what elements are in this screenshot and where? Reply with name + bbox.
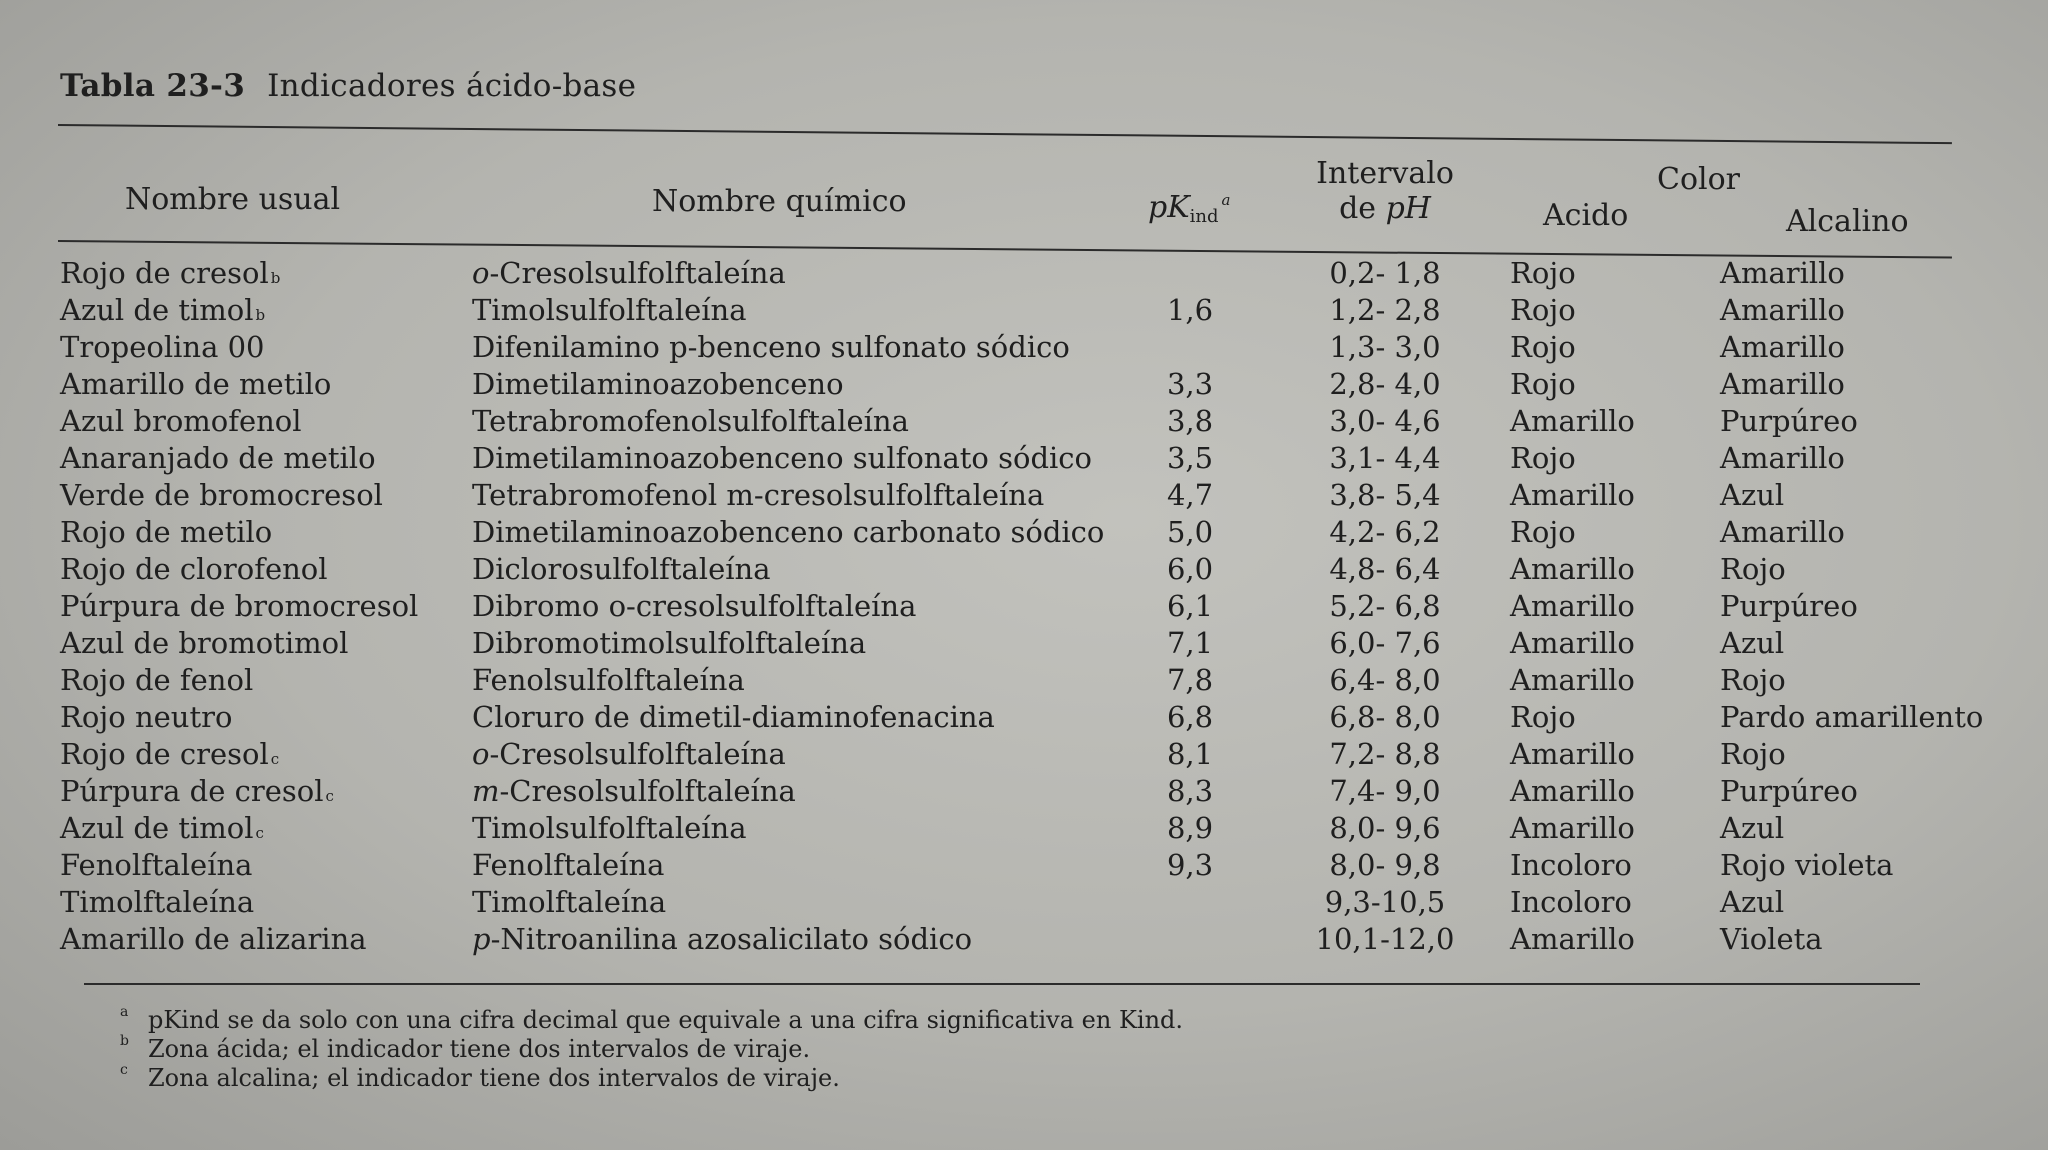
cell-pk: 3,3 [1166,367,1214,401]
cell-ph-range: 5,2- 6,8 [1329,589,1441,623]
cell-common-name: Azul de bromotimol [60,626,349,660]
cell-ph-range: 7,2- 8,8 [1329,737,1441,771]
cell-alkaline-color: Violeta [1720,922,1823,956]
cell-chemical-name: Dimetilaminoazobenceno carbonato sódico [472,515,1105,549]
cell-ph-range: 6,8- 8,0 [1329,700,1441,734]
cell-chemical-name: Tetrabromofenol m-cresolsulfolftaleína [472,478,1045,512]
top-rule [58,124,1952,144]
cell-chemical-name: Fenolftaleína [472,848,665,882]
cell-acid-color: Rojo [1510,441,1576,475]
cell-alkaline-color: Azul [1720,811,1785,845]
cell-chemical-name: p-Nitroanilina azosalicilato sódico [472,922,973,956]
cell-chemical-name: o-Cresolsulfolftaleína [472,737,786,771]
cell-alkaline-color: Azul [1720,478,1785,512]
cell-ph-range: 7,4- 9,0 [1329,774,1441,808]
cell-pk: 6,0 [1166,552,1214,586]
footnote [120,1006,1183,1035]
header-interval: Intervalo de pH [1316,156,1454,226]
header-pk: pKind$^a$ [1148,190,1231,227]
cell-acid-color: Amarillo [1510,589,1635,623]
table-row [0,256,2048,293]
cell-ph-range: 3,8- 5,4 [1329,478,1441,512]
cell-common-name: Amarillo de metilo [60,367,332,401]
cell-ph-range: 6,4- 8,0 [1329,663,1441,697]
table-row [0,663,2048,700]
cell-chemical-name: m-Cresolsulfolftaleína [472,774,796,808]
cell-chemical-name: Dimetilaminoazobenceno sulfonato sódico [472,441,1092,475]
table-row [0,922,2048,959]
cell-pk: 1,6 [1166,293,1214,327]
table-row [0,441,2048,478]
cell-chemical-name: Timolsulfolftaleína [472,811,747,845]
table-row [0,774,2048,811]
cell-acid-color: Amarillo [1510,811,1635,845]
bottom-rule [84,983,1920,985]
cell-common-name: Rojo de cresol c [60,737,280,771]
footnote-marker: a [120,1004,129,1020]
cell-common-name: Tropeolina 00 [60,330,265,364]
cell-ph-range: 3,1- 4,4 [1329,441,1441,475]
cell-ph-range: 1,3- 3,0 [1329,330,1441,364]
cell-alkaline-color: Rojo violeta [1720,848,1894,882]
cell-chemical-name: Difenilamino p-benceno sulfonato sódico [472,330,1070,364]
cell-common-name: Púrpura de cresol c [60,774,334,808]
footnotes [120,1006,1183,1093]
footnote-marker: b [270,269,281,287]
header-alkaline: Alcalino [1786,204,1909,239]
cell-acid-color: Rojo [1510,256,1576,290]
table-row [0,367,2048,404]
cell-alkaline-color: Azul [1720,626,1785,660]
cell-ph-range: 2,8- 4,0 [1329,367,1441,401]
cell-acid-color: Rojo [1510,700,1576,734]
cell-chemical-name: Timolftaleína [472,885,667,919]
table-row [0,478,2048,515]
cell-pk: 9,3 [1166,848,1214,882]
cell-common-name: Azul bromofenol [60,404,302,438]
table-row [0,885,2048,922]
cell-acid-color: Rojo [1510,293,1576,327]
cell-alkaline-color: Amarillo [1720,330,1845,364]
cell-common-name: Rojo de fenol [60,663,254,697]
cell-chemical-name: Timolsulfolftaleína [472,293,747,327]
cell-alkaline-color: Purpúreo [1720,404,1858,438]
cell-acid-color: Rojo [1510,367,1576,401]
cell-acid-color: Amarillo [1510,552,1635,586]
header-chemical-name: Nombre químico [652,184,907,219]
footnote [120,1035,1183,1064]
cell-common-name: Rojo de clorofenol [60,552,328,586]
cell-alkaline-color: Amarillo [1720,515,1845,549]
cell-alkaline-color: Rojo [1720,552,1786,586]
cell-common-name: Verde de bromocresol [60,478,383,512]
cell-alkaline-color: Purpúreo [1720,774,1858,808]
footnote-marker: c [255,824,264,842]
cell-pk: 3,5 [1166,441,1214,475]
header-color: Color [1657,162,1741,197]
cell-ph-range: 8,0- 9,8 [1329,848,1441,882]
cell-common-name: Azul de timol c [60,811,264,845]
cell-pk: 6,8 [1166,700,1214,734]
cell-chemical-name: Tetrabromofenolsulfolftaleína [472,404,909,438]
cell-acid-color: Amarillo [1510,626,1635,660]
header-acid: Acido [1543,198,1629,233]
table-row [0,330,2048,367]
table-row [0,589,2048,626]
cell-pk: 7,1 [1166,626,1214,660]
cell-common-name: Rojo neutro [60,700,233,734]
cell-acid-color: Amarillo [1510,404,1635,438]
cell-chemical-name: Dibromotimolsulfolftaleína [472,626,867,660]
table-row [0,737,2048,774]
cell-chemical-name: Cloruro de dimetil-diaminofenacina [472,700,995,734]
footnote-marker: c [270,750,280,768]
footnote-text: Zona ácida; el indicador tiene dos intervalos de viraje. [148,1035,811,1063]
table-row [0,552,2048,589]
cell-acid-color: Amarillo [1510,663,1635,697]
cell-ph-range: 6,0- 7,6 [1329,626,1441,660]
cell-acid-color: Incoloro [1510,885,1632,919]
cell-common-name: Púrpura de bromocresol [60,589,419,623]
table-title: Indicadores ácido-base [267,68,637,104]
cell-pk: 8,1 [1166,737,1214,771]
cell-pk: 5,0 [1166,515,1214,549]
cell-common-name: Timolftaleína [60,885,255,919]
cell-chemical-name: Dimetilaminoazobenceno [472,367,844,401]
cell-alkaline-color: Purpúreo [1720,589,1858,623]
cell-pk: 4,7 [1166,478,1214,512]
table-row [0,293,2048,330]
cell-pk: 8,3 [1166,774,1214,808]
cell-ph-range: 0,2- 1,8 [1329,256,1441,290]
cell-ph-range: 3,0- 4,6 [1329,404,1441,438]
cell-ph-range: 1,2- 2,8 [1329,293,1441,327]
cell-alkaline-color: Rojo [1720,737,1786,771]
footnote-marker: c [325,787,334,805]
cell-pk: 6,1 [1166,589,1214,623]
cell-chemical-name: o-Cresolsulfolftaleína [472,256,786,290]
cell-pk: 8,9 [1166,811,1214,845]
footnote [120,1064,1183,1093]
cell-common-name: Azul de timol b [60,293,266,327]
table-caption [60,68,636,104]
cell-ph-range: 8,0- 9,6 [1329,811,1441,845]
cell-alkaline-color: Amarillo [1720,256,1845,290]
cell-alkaline-color: Azul [1720,885,1785,919]
footnote-marker: b [120,1033,129,1049]
footnote-marker: c [120,1062,128,1078]
cell-acid-color: Incoloro [1510,848,1632,882]
cell-alkaline-color: Rojo [1720,663,1786,697]
cell-ph-range: 9,3-10,5 [1324,885,1446,919]
cell-acid-color: Amarillo [1510,922,1635,956]
cell-chemical-name: Fenolsulfolftaleína [472,663,745,697]
cell-pk: 7,8 [1166,663,1214,697]
table-row [0,626,2048,663]
cell-acid-color: Rojo [1510,330,1576,364]
cell-common-name: Anaranjado de metilo [60,441,376,475]
cell-common-name: Rojo de metilo [60,515,273,549]
header-common-name: Nombre usual [125,182,341,217]
cell-chemical-name: Dibromo o-cresolsulfolftaleína [472,589,917,623]
cell-alkaline-color: Amarillo [1720,441,1845,475]
table-row [0,700,2048,737]
cell-acid-color: Rojo [1510,515,1576,549]
cell-ph-range: 10,1-12,0 [1315,922,1455,956]
cell-ph-range: 4,8- 6,4 [1329,552,1441,586]
cell-acid-color: Amarillo [1510,478,1635,512]
cell-alkaline-color: Amarillo [1720,293,1845,327]
cell-alkaline-color: Pardo amarillento [1720,700,1984,734]
cell-acid-color: Amarillo [1510,774,1635,808]
cell-ph-range: 4,2- 6,2 [1329,515,1441,549]
cell-common-name: Rojo de cresol b [60,256,281,290]
cell-common-name: Fenolftaleína [60,848,253,882]
cell-chemical-name: Diclorosulfolftaleína [472,552,771,586]
footnote-text: Zona alcalina; el indicador tiene dos intervalos de viraje. [148,1064,840,1092]
table-row [0,404,2048,441]
footnote-text: pKind se da solo con una cifra decimal que equivale a una cifra significativa en Kind. [148,1006,1184,1034]
cell-common-name: Amarillo de alizarina [60,922,367,956]
table-row [0,515,2048,552]
cell-acid-color: Amarillo [1510,737,1635,771]
footnote-marker: b [255,306,266,324]
table-row [0,811,2048,848]
cell-alkaline-color: Amarillo [1720,367,1845,401]
cell-pk: 3,8 [1166,404,1214,438]
table-number: Tabla 23-3 [60,68,246,104]
table-row [0,848,2048,885]
